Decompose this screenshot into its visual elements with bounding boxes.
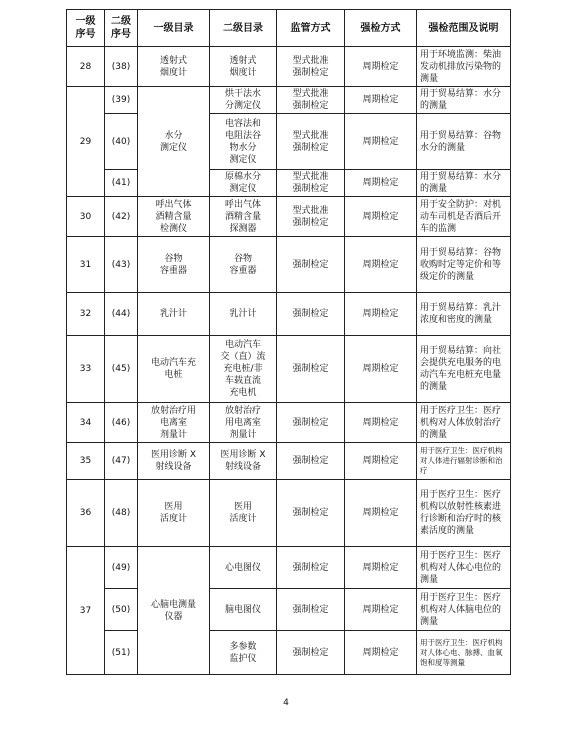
level1-no: 30 bbox=[67, 197, 105, 237]
level2-catalog: 电动汽车 交（直）流 充电桩/非 车载直流 充电机 bbox=[210, 336, 277, 403]
level2-catalog: 医用诊断 X 射线设备 bbox=[210, 443, 277, 480]
header-level1-catalog: 一级目录 bbox=[138, 10, 210, 47]
level2-catalog: 脑电图仪 bbox=[210, 589, 277, 631]
inspection-mode: 周期检定 bbox=[345, 403, 417, 443]
inspection-mode: 周期检定 bbox=[345, 237, 417, 293]
metrology-catalog-table bbox=[66, 9, 511, 675]
supervision: 强制检定 bbox=[277, 403, 345, 443]
level2-no: (47) bbox=[105, 443, 138, 480]
scope-desc: 用于贸易结算：水分的测量 bbox=[417, 170, 511, 197]
level2-no: (43) bbox=[105, 237, 138, 293]
inspection-mode: 周期检定 bbox=[345, 336, 417, 403]
level1-no: 31 bbox=[67, 237, 105, 293]
level1-no: 37 bbox=[67, 547, 105, 675]
table-row bbox=[67, 237, 511, 293]
level2-catalog: 烘干法水 分测定仪 bbox=[210, 87, 277, 114]
table-row bbox=[67, 443, 511, 480]
level2-catalog: 原棉水分 测定仪 bbox=[210, 170, 277, 197]
level2-catalog: 医用 活度计 bbox=[210, 480, 277, 547]
table-row bbox=[67, 336, 511, 403]
level2-catalog: 乳汁计 bbox=[210, 293, 277, 336]
level2-no: (49) bbox=[105, 547, 138, 589]
level1-catalog: 医用 活度计 bbox=[138, 480, 210, 547]
level2-catalog: 电容法和 电阻法谷 物水分 测定仪 bbox=[210, 114, 277, 170]
supervision: 型式批准 强制检定 bbox=[277, 114, 345, 170]
inspection-mode: 周期检定 bbox=[345, 293, 417, 336]
level1-catalog: 心脑电测量 仪器 bbox=[138, 547, 210, 675]
scope-desc: 用于贸易结算：谷物收购时定等定价和等级定价的测量 bbox=[417, 237, 511, 293]
level1-no: 29 bbox=[67, 87, 105, 197]
scope-desc: 用于医疗卫生：医疗机构对人体进行辐射诊断和治疗 bbox=[417, 443, 511, 480]
level2-catalog: 呼出气体 酒精含量 探测器 bbox=[210, 197, 277, 237]
level1-no: 34 bbox=[67, 403, 105, 443]
supervision: 强制检定 bbox=[277, 480, 345, 547]
level1-catalog: 放射治疗用 电离室 剂量计 bbox=[138, 403, 210, 443]
inspection-mode: 周期检定 bbox=[345, 197, 417, 237]
inspection-mode: 周期检定 bbox=[345, 480, 417, 547]
level2-catalog: 多参数 监护仪 bbox=[210, 631, 277, 675]
level2-no: (51) bbox=[105, 631, 138, 675]
supervision: 强制检定 bbox=[277, 237, 345, 293]
header-level2-no: 二级 序号 bbox=[105, 10, 138, 47]
level2-no: (41) bbox=[105, 170, 138, 197]
table-row bbox=[67, 589, 511, 631]
scope-desc: 用于医疗卫生：医疗机构对人体心电、脉搏、血氧饱和度等测量 bbox=[417, 631, 511, 675]
supervision: 强制检定 bbox=[277, 336, 345, 403]
level1-no: 36 bbox=[67, 480, 105, 547]
inspection-mode: 周期检定 bbox=[345, 170, 417, 197]
scope-desc: 用于医疗卫生：医疗机构对人体放射治疗的测量 bbox=[417, 403, 511, 443]
level1-catalog: 乳汁计 bbox=[138, 293, 210, 336]
level2-no: (40) bbox=[105, 114, 138, 170]
supervision: 强制检定 bbox=[277, 589, 345, 631]
table-row bbox=[67, 197, 511, 237]
table-row bbox=[67, 403, 511, 443]
level2-no: (39) bbox=[105, 87, 138, 114]
level2-no: (42) bbox=[105, 197, 138, 237]
inspection-mode: 周期检定 bbox=[345, 87, 417, 114]
level2-no: (38) bbox=[105, 47, 138, 87]
supervision: 强制检定 bbox=[277, 631, 345, 675]
inspection-mode: 周期检定 bbox=[345, 443, 417, 480]
scope-desc: 用于医疗卫生：医疗机构以放射性核素进行诊断和治疗时的核素活度的测量 bbox=[417, 480, 511, 547]
table-row bbox=[67, 547, 511, 589]
supervision: 强制检定 bbox=[277, 547, 345, 589]
level1-catalog: 水分 测定仪 bbox=[138, 87, 210, 197]
scope-desc: 用于环境监测：柴油发动机排放污染物的测量 bbox=[417, 47, 511, 87]
supervision: 强制检定 bbox=[277, 293, 345, 336]
supervision: 型式批准 强制检定 bbox=[277, 197, 345, 237]
level1-catalog: 医用诊断 X 射线设备 bbox=[138, 443, 210, 480]
table-row bbox=[67, 480, 511, 547]
scope-desc: 用于贸易结算：乳汁浓度和密度的测量 bbox=[417, 293, 511, 336]
header-inspection-mode: 强检方式 bbox=[345, 10, 417, 47]
table-row bbox=[67, 170, 511, 197]
level2-catalog: 谷物 容重器 bbox=[210, 237, 277, 293]
scope-desc: 用于贸易结算：向社会提供充电服务的电动汽车充电桩充电量的测量 bbox=[417, 336, 511, 403]
table-row bbox=[67, 87, 511, 114]
level2-catalog: 心电图仪 bbox=[210, 547, 277, 589]
supervision: 型式批准 强制检定 bbox=[277, 47, 345, 87]
scope-desc: 用于医疗卫生：医疗机构对人体心电位的测量 bbox=[417, 547, 511, 589]
inspection-mode: 周期检定 bbox=[345, 47, 417, 87]
page-number: 4 bbox=[283, 698, 289, 708]
header-row bbox=[67, 10, 511, 47]
level1-no: 28 bbox=[67, 47, 105, 87]
level1-no: 33 bbox=[67, 336, 105, 403]
scope-desc: 用于医疗卫生：医疗机构对人体脑电位的测量 bbox=[417, 589, 511, 631]
supervision: 型式批准 强制检定 bbox=[277, 170, 345, 197]
level2-catalog: 透射式 烟度计 bbox=[210, 47, 277, 87]
level1-catalog: 电动汽车充 电桩 bbox=[138, 336, 210, 403]
level1-catalog: 透射式 烟度计 bbox=[138, 47, 210, 87]
scope-desc: 用于贸易结算：水分的测量 bbox=[417, 87, 511, 114]
level2-no: (48) bbox=[105, 480, 138, 547]
level1-no: 35 bbox=[67, 443, 105, 480]
table-row bbox=[67, 631, 511, 675]
inspection-mode: 周期检定 bbox=[345, 589, 417, 631]
table-row bbox=[67, 293, 511, 336]
level2-catalog: 放射治疗 用电离室 剂量计 bbox=[210, 403, 277, 443]
inspection-mode: 周期检定 bbox=[345, 114, 417, 170]
level1-catalog: 谷物 容重器 bbox=[138, 237, 210, 293]
header-level1-no: 一级 序号 bbox=[67, 10, 105, 47]
header-scope: 强检范围及说明 bbox=[417, 10, 511, 47]
inspection-mode: 周期检定 bbox=[345, 547, 417, 589]
level2-no: (44) bbox=[105, 293, 138, 336]
level2-no: (45) bbox=[105, 336, 138, 403]
level1-no: 32 bbox=[67, 293, 105, 336]
table-row bbox=[67, 114, 511, 170]
supervision: 强制检定 bbox=[277, 443, 345, 480]
header-supervision: 监管方式 bbox=[277, 10, 345, 47]
supervision: 型式批准 强制检定 bbox=[277, 87, 345, 114]
level2-no: (50) bbox=[105, 589, 138, 631]
inspection-mode: 周期检定 bbox=[345, 631, 417, 675]
level2-no: (46) bbox=[105, 403, 138, 443]
header-level2-catalog: 二级目录 bbox=[210, 10, 277, 47]
table-row bbox=[67, 47, 511, 87]
scope-desc: 用于安全防护：对机动车司机是否酒后开车的监测 bbox=[417, 197, 511, 237]
level1-catalog: 呼出气体 酒精含量 检测仪 bbox=[138, 197, 210, 237]
scope-desc: 用于贸易结算：谷物水分的测量 bbox=[417, 114, 511, 170]
